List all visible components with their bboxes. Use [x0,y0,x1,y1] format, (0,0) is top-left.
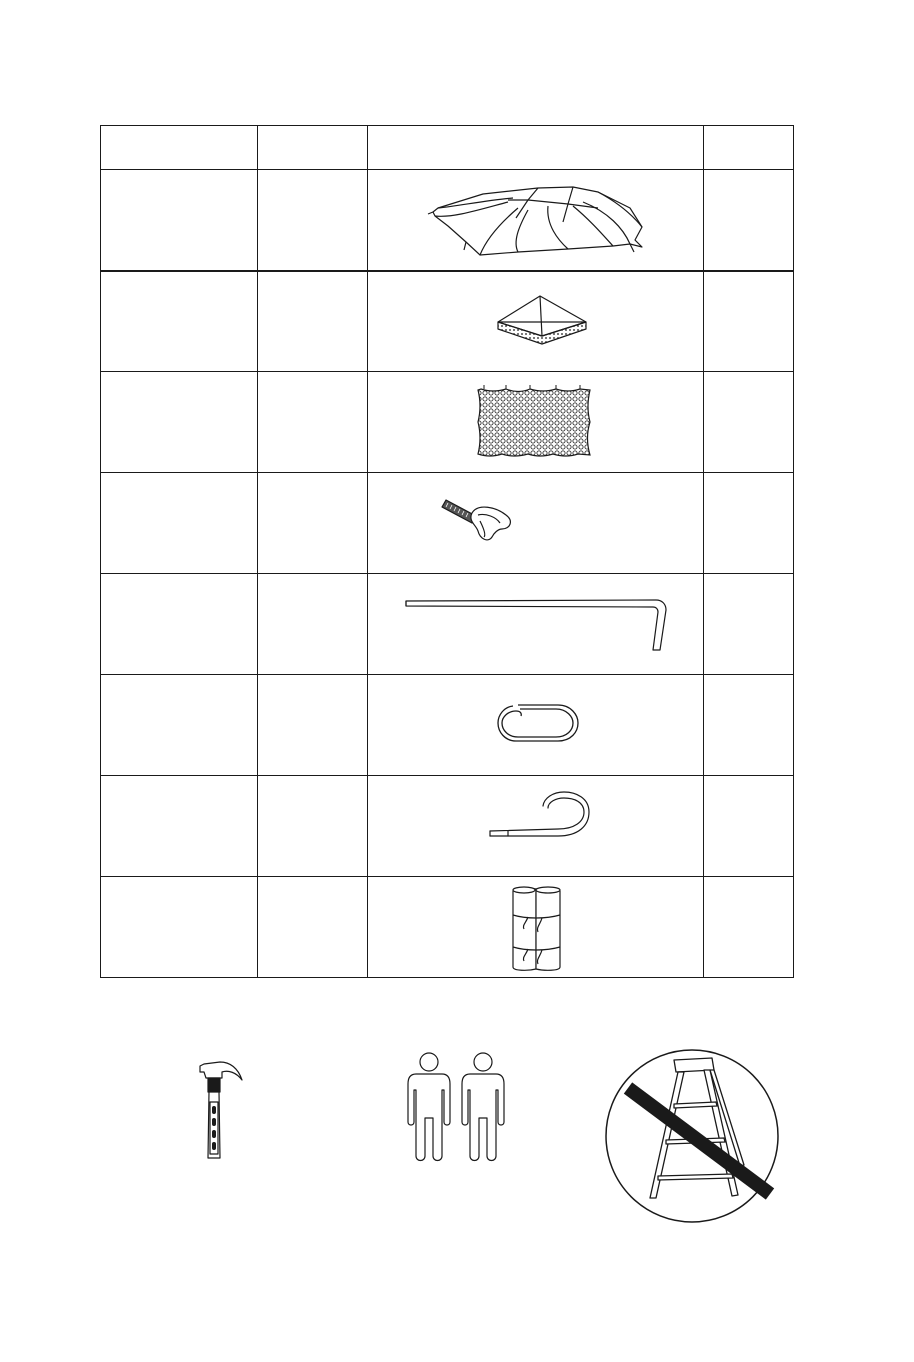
table-cell [101,372,258,473]
table-cell [257,473,367,574]
table-row [101,675,794,776]
mesh-net-icon [368,372,705,472]
table-cell [368,170,704,271]
table-cell [368,776,704,877]
table-cell [368,473,704,574]
table-row [101,473,794,574]
header-cell [703,126,793,170]
table-cell [101,170,258,271]
table-row [101,776,794,877]
table-header-row [101,126,794,170]
table-cell [101,473,258,574]
clip-ring-icon [368,675,705,775]
thumb-screw-icon [368,473,705,573]
table-cell [703,776,793,877]
hex-key-icon [368,574,705,674]
table-cell [703,877,793,978]
table-cell [101,271,258,372]
table-cell [101,675,258,776]
header-cell [257,126,367,170]
two-people-icon [400,1052,520,1164]
table-cell [257,675,367,776]
storage-bag-icon [368,877,705,977]
table-row [101,877,794,978]
table-cell [257,877,367,978]
table-cell [257,170,367,271]
table-row [101,574,794,675]
canopy-icon [368,170,705,270]
table-cell [703,675,793,776]
table-cell [703,574,793,675]
table-cell [101,877,258,978]
table-cell [257,574,367,675]
table-cell [368,271,704,372]
table-cell [703,372,793,473]
table-cell [101,574,258,675]
table-cell [257,776,367,877]
table-cell [703,271,793,372]
header-cell [101,126,258,170]
table-cell [101,776,258,877]
table-cell [257,372,367,473]
parts-table [100,125,794,978]
requirements-row [0,1040,914,1230]
table-cell [368,574,704,675]
top-cap-icon [368,272,705,372]
table-cell [368,675,704,776]
no-ladder-icon [604,1048,780,1224]
hammer-icon [190,1058,250,1162]
table-cell [368,877,704,978]
table-row [101,372,794,473]
table-cell [703,473,793,574]
table-cell [368,372,704,473]
table-cell [257,271,367,372]
hook-icon [368,776,705,876]
table-row [101,170,794,271]
table-cell [703,170,793,271]
table-row [101,271,794,372]
header-cell [368,126,704,170]
